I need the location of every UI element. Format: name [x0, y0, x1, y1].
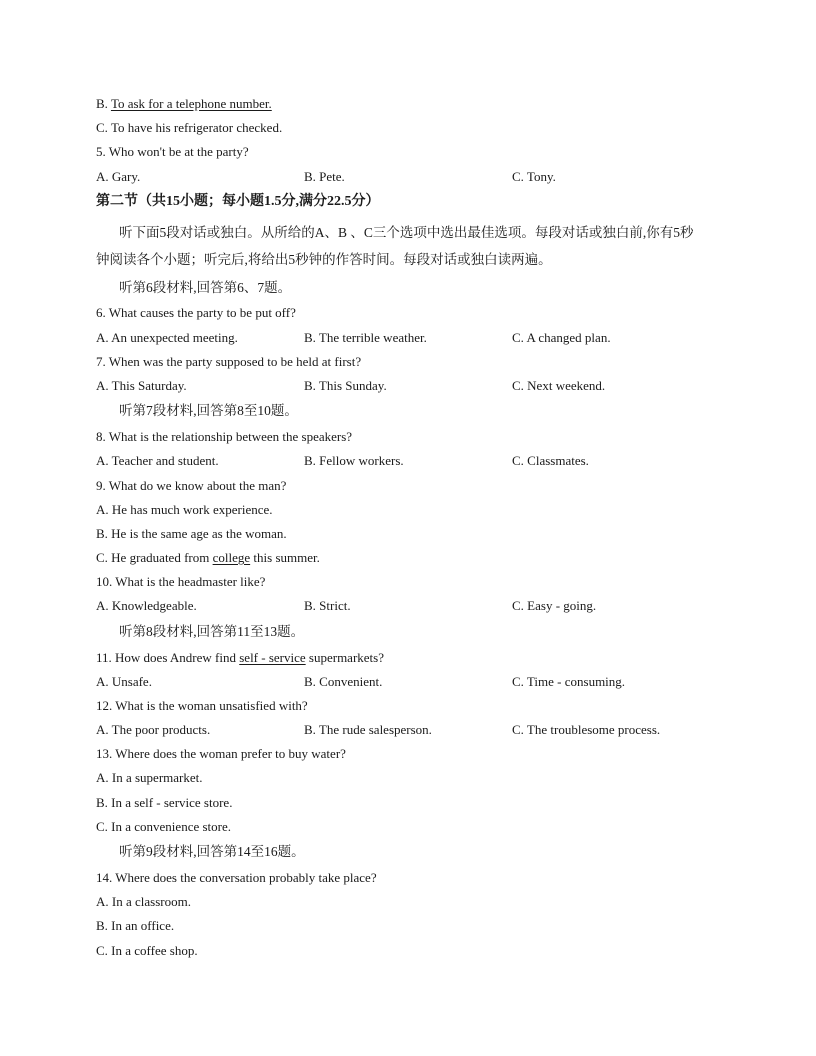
- option-text: this summer.: [250, 550, 320, 565]
- option-b-ask-telephone: [96, 96, 776, 112]
- option-a: A. The poor products.: [96, 722, 211, 737]
- question-7: 7. When was the party supposed to be held at first?: [96, 354, 362, 369]
- option-b: B. Pete.: [304, 169, 345, 184]
- material-9-heading: 听第9段材料,回答第14至16题。: [119, 844, 305, 859]
- option-c: C. Tony.: [512, 169, 556, 184]
- option-c: C. Classmates.: [512, 453, 589, 468]
- question-5: 5. Who won't be at the party?: [96, 144, 249, 159]
- section-instruction-line2: 钟阅读各个小题；听完后,将给出5秒钟的作答时间。每段对话或独白读两遍。: [96, 252, 552, 267]
- option-text: To have his refrigerator checked.: [110, 120, 283, 135]
- option-text: To ask for a telephone number.: [110, 96, 272, 111]
- option-a: A. Teacher and student.: [96, 453, 219, 468]
- option-c: C. Next weekend.: [512, 378, 606, 393]
- option-text: C. He graduated from: [96, 550, 213, 565]
- option-label: C.: [96, 120, 108, 135]
- question-14-option-a: A. In a classroom.: [96, 894, 191, 909]
- option-a: A. This Saturday.: [96, 378, 187, 393]
- question-6: 6. What causes the party to be put off?: [96, 305, 296, 320]
- material-6-heading: 听第6段材料,回答第6、7题。: [119, 280, 292, 295]
- question-8: 8. What is the relationship between the speakers?: [96, 429, 353, 444]
- option-b: B. The rude salesperson.: [304, 722, 432, 737]
- option-b: B. Strict.: [304, 598, 351, 613]
- question-10: 10. What is the headmaster like?: [96, 574, 266, 589]
- underlined-phrase: self - service: [239, 650, 306, 665]
- question-14-option-b: B. In an office.: [96, 918, 175, 933]
- option-a: A. An unexpected meeting.: [96, 330, 238, 345]
- option-a: A. Unsafe.: [96, 674, 152, 689]
- underlined-word: college: [212, 550, 251, 565]
- question-9-option-b: B. He is the same age as the woman.: [96, 526, 287, 541]
- question-14: 14. Where does the conversation probably take place?: [96, 870, 377, 885]
- question-9-option-c: [96, 550, 776, 566]
- question-12: 12. What is the woman unsatisfied with?: [96, 698, 308, 713]
- option-c: C. A changed plan.: [512, 330, 611, 345]
- question-13-option-a: A. In a supermarket.: [96, 770, 203, 785]
- option-label: B.: [96, 96, 108, 111]
- section-heading: 第二节（共15小题；每小题1.5分,满分22.5分）: [96, 194, 380, 209]
- question-13: 13. Where does the woman prefer to buy water?: [96, 746, 346, 761]
- question-text: 11. How does Andrew find: [96, 650, 240, 665]
- material-7-heading: 听第7段材料,回答第8至10题。: [119, 403, 298, 418]
- question-text: supermarkets?: [305, 650, 384, 665]
- option-c-refrigerator: [96, 120, 776, 136]
- question-14-option-c: C. In a coffee shop.: [96, 943, 198, 958]
- question-13-option-c: C. In a convenience store.: [96, 819, 232, 834]
- question-9: 9. What do we know about the man?: [96, 478, 287, 493]
- material-8-heading: 听第8段材料,回答第11至13题。: [119, 624, 305, 639]
- option-a: A. Knowledgeable.: [96, 598, 197, 613]
- option-c: C. Time - consuming.: [512, 674, 626, 689]
- option-a: A. Gary.: [96, 169, 141, 184]
- option-b: B. The terrible weather.: [304, 330, 427, 345]
- section-instruction-line1: 听下面5段对话或独白。从所给的A、B 、C三个选项中选出最佳选项。每段对话或独白前,你有5秒: [119, 225, 694, 240]
- question-11: [96, 650, 776, 666]
- option-c: C. Easy - going.: [512, 598, 597, 613]
- option-b: B. Fellow workers.: [304, 453, 404, 468]
- option-b: B. Convenient.: [304, 674, 383, 689]
- question-13-option-b: B. In a self - service store.: [96, 795, 233, 810]
- option-c: C. The troublesome process.: [512, 722, 661, 737]
- option-b: B. This Sunday.: [304, 378, 387, 393]
- question-9-option-a: A. He has much work experience.: [96, 502, 273, 517]
